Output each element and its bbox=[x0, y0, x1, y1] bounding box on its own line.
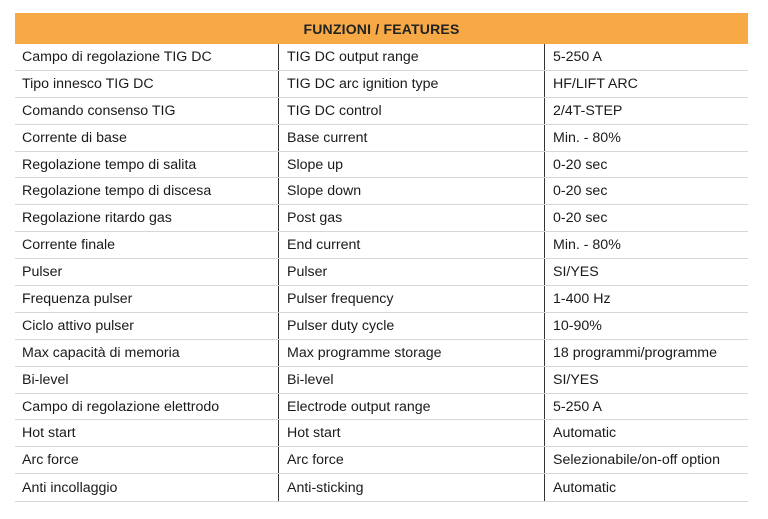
feature-name-it: Regolazione tempo di salita bbox=[15, 152, 279, 178]
table-row bbox=[15, 71, 748, 98]
feature-value: 10-90% bbox=[553, 317, 602, 334]
feature-name-it: Bi-level bbox=[15, 367, 279, 393]
feature-name-en: Bi-level bbox=[279, 367, 545, 393]
table-row bbox=[15, 152, 748, 179]
table-row bbox=[15, 340, 748, 367]
table-row bbox=[15, 178, 748, 205]
feature-value: 2/4T-STEP bbox=[553, 102, 623, 119]
feature-name-en: Pulser bbox=[279, 259, 545, 285]
feature-name-it: Campo di regolazione TIG DC bbox=[15, 44, 279, 70]
table-row bbox=[15, 367, 748, 394]
table-body bbox=[15, 44, 748, 501]
feature-value: SI/YES bbox=[553, 264, 599, 281]
feature-value: 5-250 A bbox=[553, 48, 602, 65]
table-row bbox=[15, 98, 748, 125]
feature-value: 5-250 A bbox=[553, 398, 602, 415]
feature-name-en: TIG DC output range bbox=[279, 44, 545, 70]
table-row bbox=[15, 205, 748, 232]
feature-name-it: Campo di regolazione elettrodo bbox=[15, 394, 279, 420]
table-row bbox=[15, 232, 748, 259]
table-row bbox=[15, 474, 748, 501]
feature-name-it: Max capacità di memoria bbox=[15, 340, 279, 366]
feature-value: 18 programmi/programme bbox=[553, 344, 718, 361]
feature-name-it: Regolazione ritardo gas bbox=[15, 205, 279, 231]
feature-value: Automatic bbox=[553, 425, 617, 442]
table-row bbox=[15, 44, 748, 71]
table-title: FUNZIONI / FEATURES bbox=[303, 20, 460, 37]
feature-name-it: Anti incollaggio bbox=[15, 474, 279, 501]
feature-value: 0-20 sec bbox=[553, 210, 608, 227]
feature-value: HF/LIFT ARC bbox=[553, 75, 638, 92]
feature-name-it: Comando consenso TIG bbox=[15, 98, 279, 124]
feature-value: SI/YES bbox=[553, 371, 599, 388]
feature-value: Min. - 80% bbox=[553, 129, 621, 146]
feature-value: Automatic bbox=[553, 479, 617, 496]
feature-name-en: TIG DC arc ignition type bbox=[279, 71, 545, 97]
feature-name-it: Frequenza pulser bbox=[15, 286, 279, 312]
feature-name-it: Ciclo attivo pulser bbox=[15, 313, 279, 339]
feature-name-it: Arc force bbox=[15, 447, 279, 473]
feature-name-en: Max programme storage bbox=[279, 340, 545, 366]
feature-name-en: TIG DC control bbox=[279, 98, 545, 124]
feature-value: Min. - 80% bbox=[553, 237, 621, 254]
feature-name-it: Pulser bbox=[15, 259, 279, 285]
feature-name-en: Pulser frequency bbox=[279, 286, 545, 312]
table-row bbox=[15, 420, 748, 447]
feature-name-it: Corrente di base bbox=[15, 125, 279, 151]
feature-name-it: Regolazione tempo di discesa bbox=[15, 178, 279, 204]
feature-value: 1-400 Hz bbox=[553, 290, 611, 307]
feature-name-en: Pulser duty cycle bbox=[279, 313, 545, 339]
feature-value: 0-20 sec bbox=[553, 156, 608, 173]
feature-name-it: Corrente finale bbox=[15, 232, 279, 258]
feature-value: Selezionabile/on-off option bbox=[553, 452, 720, 469]
feature-name-en: Arc force bbox=[279, 447, 545, 473]
feature-value: 0-20 sec bbox=[553, 183, 608, 200]
feature-name-en: Electrode output range bbox=[279, 394, 545, 420]
feature-name-en: Slope up bbox=[279, 152, 545, 178]
features-table bbox=[15, 13, 748, 502]
feature-name-en: Slope down bbox=[279, 178, 545, 204]
feature-name-en: Anti-sticking bbox=[279, 474, 545, 501]
feature-name-en: Base current bbox=[279, 125, 545, 151]
feature-name-en: Post gas bbox=[279, 205, 545, 231]
table-row bbox=[15, 286, 748, 313]
table-row bbox=[15, 447, 748, 474]
table-header bbox=[15, 13, 748, 44]
feature-name-en: End current bbox=[279, 232, 545, 258]
feature-name-en: Hot start bbox=[279, 420, 545, 446]
table-bottom-rule bbox=[15, 501, 748, 502]
feature-name-it: Hot start bbox=[15, 420, 279, 446]
table-row bbox=[15, 313, 748, 340]
feature-name-it: Tipo innesco TIG DC bbox=[15, 71, 279, 97]
table-row bbox=[15, 394, 748, 421]
table-row bbox=[15, 259, 748, 286]
table-row bbox=[15, 125, 748, 152]
